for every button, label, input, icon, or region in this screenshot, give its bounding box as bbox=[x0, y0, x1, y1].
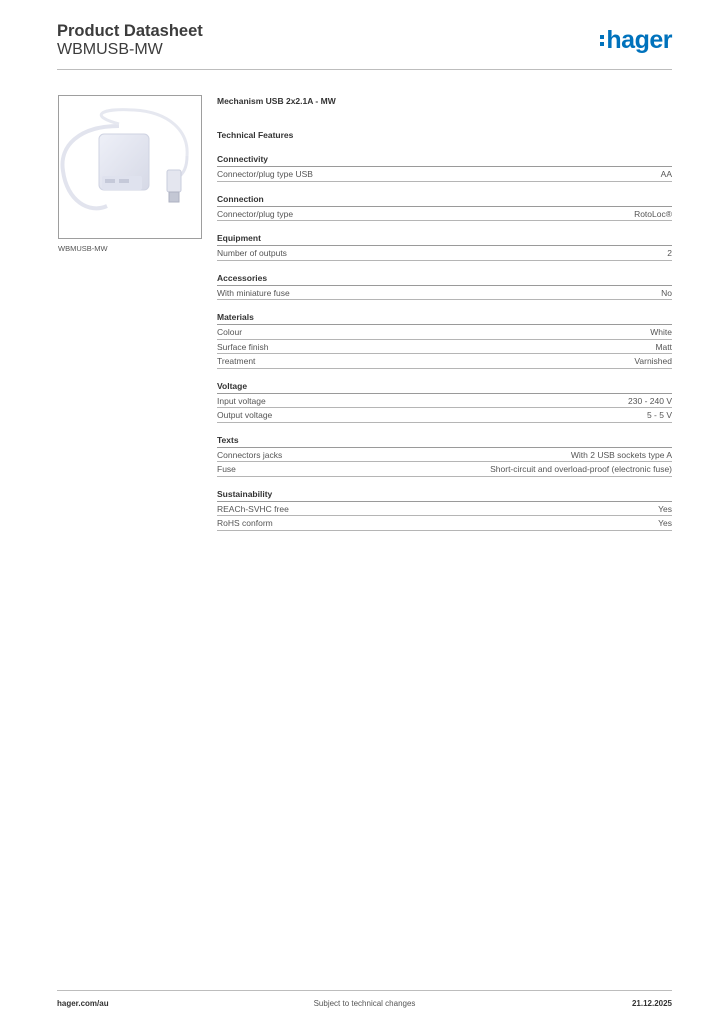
technical-features-heading: Technical Features bbox=[217, 130, 294, 140]
spec-label: With miniature fuse bbox=[217, 287, 290, 298]
spec-value: Yes bbox=[658, 503, 672, 514]
group-title: Connection bbox=[217, 193, 672, 207]
spec-value: Varnished bbox=[634, 356, 672, 366]
spec-group bbox=[217, 153, 672, 182]
spec-label: Input voltage bbox=[217, 395, 266, 406]
website-link[interactable]: hager.com/au bbox=[57, 999, 109, 1008]
spec-row bbox=[217, 394, 672, 409]
footer-date: 21.12.2025 bbox=[631, 999, 672, 1008]
spec-row bbox=[217, 354, 672, 369]
page-header bbox=[57, 20, 672, 70]
spec-row bbox=[217, 462, 672, 477]
spec-group bbox=[217, 193, 672, 222]
spec-value: Short-circuit and overload-proof (electronic fuse) bbox=[490, 464, 672, 474]
spec-label: Treatment bbox=[217, 356, 256, 366]
spec-label: Number of outputs bbox=[217, 248, 287, 258]
group-title: Voltage bbox=[217, 380, 672, 394]
group-title: Materials bbox=[217, 311, 672, 325]
spec-label: Colour bbox=[217, 327, 243, 337]
spec-label: Output voltage bbox=[217, 410, 273, 420]
spec-content bbox=[217, 95, 672, 531]
spec-row bbox=[217, 246, 672, 261]
product-code-title: WBMUSB-MW bbox=[57, 41, 163, 58]
image-caption: WBMUSB-MW bbox=[58, 244, 108, 253]
spec-group bbox=[217, 272, 672, 301]
spec-group bbox=[217, 434, 672, 477]
spec-row bbox=[217, 502, 672, 517]
spec-value: 230 - 240 V bbox=[628, 395, 672, 406]
page-footer bbox=[57, 990, 672, 1008]
spec-label: REACh-SVHC free bbox=[217, 503, 289, 514]
spec-row bbox=[217, 167, 672, 182]
spec-row bbox=[217, 448, 672, 463]
spec-value: RotoLoc® bbox=[634, 208, 672, 219]
logo-text: hager bbox=[606, 26, 672, 54]
group-title: Accessories bbox=[217, 272, 672, 286]
spec-label: Surface finish bbox=[217, 341, 269, 352]
spec-value: AA bbox=[660, 169, 672, 179]
usb-module-illustration bbox=[59, 96, 201, 238]
spec-row bbox=[217, 207, 672, 222]
spec-group bbox=[217, 488, 672, 531]
spec-group bbox=[217, 232, 672, 261]
spec-label: RoHS conform bbox=[217, 518, 273, 528]
group-title: Sustainability bbox=[217, 488, 672, 502]
product-name: Mechanism USB 2x2.1A - MW bbox=[217, 96, 336, 106]
spec-label: Connector/plug type bbox=[217, 208, 294, 219]
group-title: Texts bbox=[217, 434, 672, 448]
spec-label: Connector/plug type USB bbox=[217, 169, 313, 179]
spec-group bbox=[217, 380, 672, 423]
spec-value: Yes bbox=[658, 518, 672, 528]
spec-row bbox=[217, 408, 672, 423]
spec-value: With 2 USB sockets type A bbox=[570, 449, 672, 460]
spec-row bbox=[217, 516, 672, 531]
spec-row bbox=[217, 340, 672, 355]
spec-value: No bbox=[661, 287, 672, 298]
logo-dots-icon bbox=[600, 28, 604, 52]
spec-value: 5 - 5 V bbox=[646, 410, 672, 420]
spec-value: 2 bbox=[667, 248, 672, 258]
hager-logo[interactable] bbox=[600, 28, 672, 56]
group-title: Equipment bbox=[217, 232, 672, 246]
spec-value: White bbox=[650, 327, 672, 337]
product-image bbox=[58, 95, 202, 239]
footer-notice: Subject to technical changes bbox=[313, 999, 416, 1008]
spec-row bbox=[217, 286, 672, 301]
spec-label: Connectors jacks bbox=[217, 449, 283, 460]
spec-value: Matt bbox=[655, 341, 672, 352]
document-title: Product Datasheet bbox=[57, 22, 203, 40]
spec-label: Fuse bbox=[217, 464, 236, 474]
spec-group bbox=[217, 311, 672, 369]
spec-row bbox=[217, 325, 672, 340]
group-title: Connectivity bbox=[217, 153, 672, 167]
